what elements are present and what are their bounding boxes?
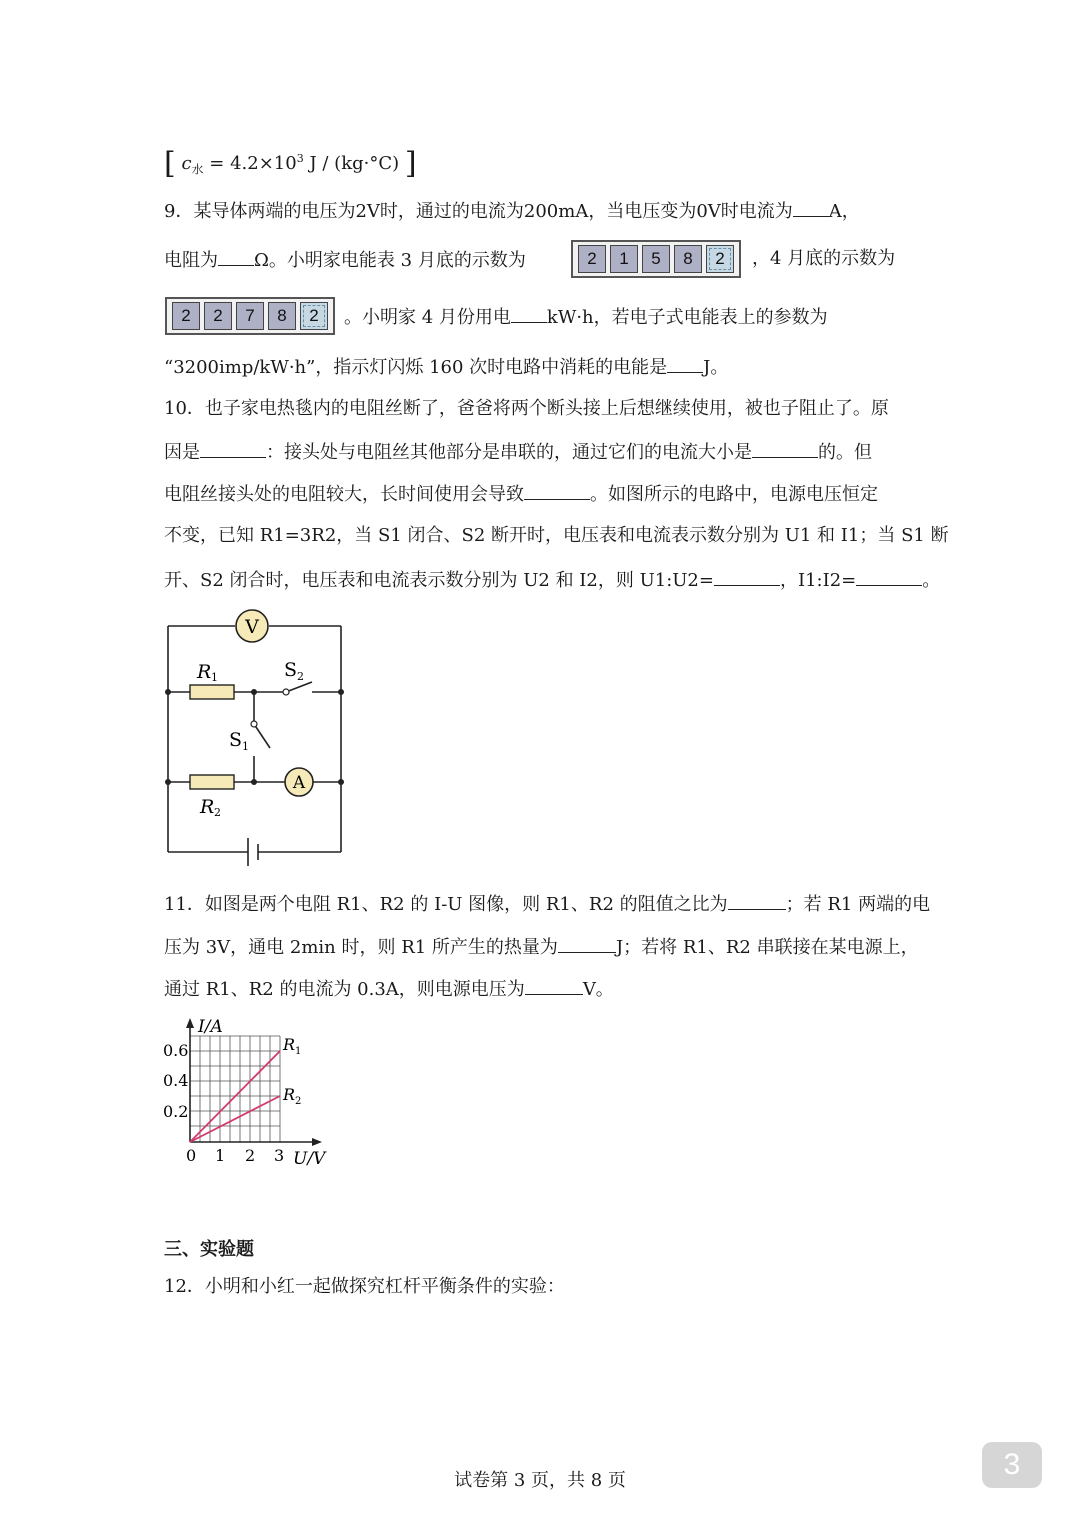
formula-sub: 水 [191, 162, 204, 177]
q10-blank-current-ratio[interactable] [856, 567, 922, 586]
ammeter [285, 768, 313, 796]
y-tick: 0.4 [163, 1071, 189, 1090]
x-tick: 1 [215, 1146, 226, 1165]
iu-graph [160, 1014, 330, 1174]
q9-line4: “3200imp/kW·h”，指示灯闪烁 160 次时电路中消耗的电能是 J。 [164, 354, 728, 380]
q11-blank-ratio[interactable] [728, 891, 786, 910]
formula-value: = 4.2×10 [209, 153, 297, 174]
meter-march-digit: 2 [578, 245, 606, 273]
q11-blank-voltage[interactable] [525, 976, 583, 995]
q9-line2b: ，4 月底的示数为 [752, 248, 896, 269]
q9-line2: 电阻为 Ω。小明家电能表 3 月底的示数为 [164, 247, 526, 273]
ammeter-label: A [292, 773, 306, 793]
graph-grid [190, 1036, 280, 1142]
q10-line3: 电阻丝接头处的电阻较大，长时间使用会导致 。如图所示的电路中，电源电压恒定 [164, 481, 878, 507]
r2-line-label-sub: 2 [295, 1096, 302, 1107]
y-axis-label: I/A [198, 1017, 223, 1037]
q11-line1: 11．如图是两个电阻 R1、R2 的 I-U 图像，则 R1、R2 的阻值之比为 ；若 R1 两端的电 [164, 891, 930, 917]
s2-label-sub: 2 [297, 670, 304, 683]
q9-blank-resistance[interactable] [218, 247, 254, 266]
y-tick: 0.6 [163, 1041, 189, 1060]
meter-march-decimal-digit: 2 [706, 245, 734, 273]
circuit-diagram [160, 606, 350, 868]
q10-blank-voltage-ratio[interactable] [714, 567, 780, 586]
q9-blank-current[interactable] [793, 198, 829, 217]
x-tick: 3 [274, 1146, 285, 1165]
r1-label: R [197, 661, 212, 683]
meter-april-decimal-digit: 2 [300, 302, 328, 330]
r2-line-label: R [283, 1085, 296, 1104]
r1-line-label-sub: 1 [295, 1046, 302, 1057]
meter-march-digit: 1 [610, 245, 638, 273]
s1-label-sub: 1 [242, 740, 249, 753]
q9-line3: 。小明家 4 月份用电 kW·h，若电子式电能表上的参数为 [344, 304, 828, 330]
q12-text: 12．小明和小红一起做探究杠杆平衡条件的实验： [164, 1276, 565, 1297]
q11-line2: 压为 3V，通电 2min 时，则 R1 所产生的热量为 J；若将 R1、R2 串联接在某电源上， [164, 934, 919, 960]
specific-heat-formula: [ $c_水 = 4.2\times 10^3$ J / (kg·°C) ] [164, 146, 417, 181]
q10-line4: 不变，已知 R1=3R2，当 S1 闭合、S2 断开时，电压表和电流表示数分别为 U1 和 I1；当 S1 断 [164, 525, 949, 546]
q10-line5: 开、S2 闭合时，电压表和电流表示数分别为 U2 和 I2，则 U1:U2= ，I1:I2= 。 [164, 567, 940, 593]
q10-line2: 因是 ：接头处与电阻丝其他部分是串联的，通过它们的电流大小是 的。但 [164, 439, 872, 465]
resistor-r2 [190, 775, 234, 789]
formula-unit: J / (kg·°C) [309, 153, 400, 174]
q9-line1: 9．某导体两端的电压为2V时，通过的电流为200mA，当电压变为0V时电流为 A， [164, 198, 860, 224]
meter-april-digit: 7 [236, 302, 264, 330]
voltmeter [236, 610, 268, 642]
r2-label-sub: 2 [214, 806, 221, 819]
s1-label: S [229, 729, 243, 751]
q10-line1: 10．也子家电热毯内的电阻丝断了，爸爸将两个断头接上后想继续使用，被也子阻止了。原 [164, 398, 889, 419]
meter-march-digit: 5 [642, 245, 670, 273]
q9-blank-joules[interactable] [667, 354, 703, 373]
x-tick: 2 [245, 1146, 256, 1165]
meter-april-digit: 2 [172, 302, 200, 330]
line-r2 [190, 1096, 280, 1142]
meter-april-digit: 8 [268, 302, 296, 330]
q11-line3: 通过 R1、R2 的电流为 0.3A，则电源电压为 V。 [164, 976, 614, 1002]
q10-blank-current[interactable] [752, 439, 818, 458]
meter-april-digit: 2 [204, 302, 232, 330]
line-r1 [190, 1051, 280, 1142]
s2-label: S [284, 659, 298, 681]
y-axis-arrow-icon [186, 1018, 194, 1028]
q9-blank-energy[interactable] [511, 304, 547, 323]
r1-line-label: R [283, 1035, 296, 1054]
formula-c: c [181, 153, 192, 174]
voltmeter-label: V [245, 616, 259, 638]
x-axis-label: U/V [293, 1149, 326, 1169]
q10-blank-reason[interactable] [200, 439, 266, 458]
resistor-r1 [190, 685, 234, 699]
q11-blank-heat[interactable] [558, 934, 616, 953]
meter-march [571, 240, 741, 278]
meter-april [165, 297, 335, 335]
q10-blank-result[interactable] [524, 481, 590, 500]
x-axis-arrow-icon [312, 1138, 322, 1146]
formula-exp: 3 [296, 152, 304, 165]
r1-label-sub: 1 [211, 671, 218, 684]
x-tick: 0 [186, 1146, 197, 1165]
y-tick: 0.2 [163, 1102, 189, 1121]
r2-label: R [200, 796, 215, 818]
page-footer: 试卷第 3 页，共 8 页 [454, 1470, 626, 1491]
section-title: 三、实验题 [164, 1239, 254, 1260]
meter-march-digit: 8 [674, 245, 702, 273]
page-number-badge[interactable]: 3 [982, 1442, 1042, 1488]
